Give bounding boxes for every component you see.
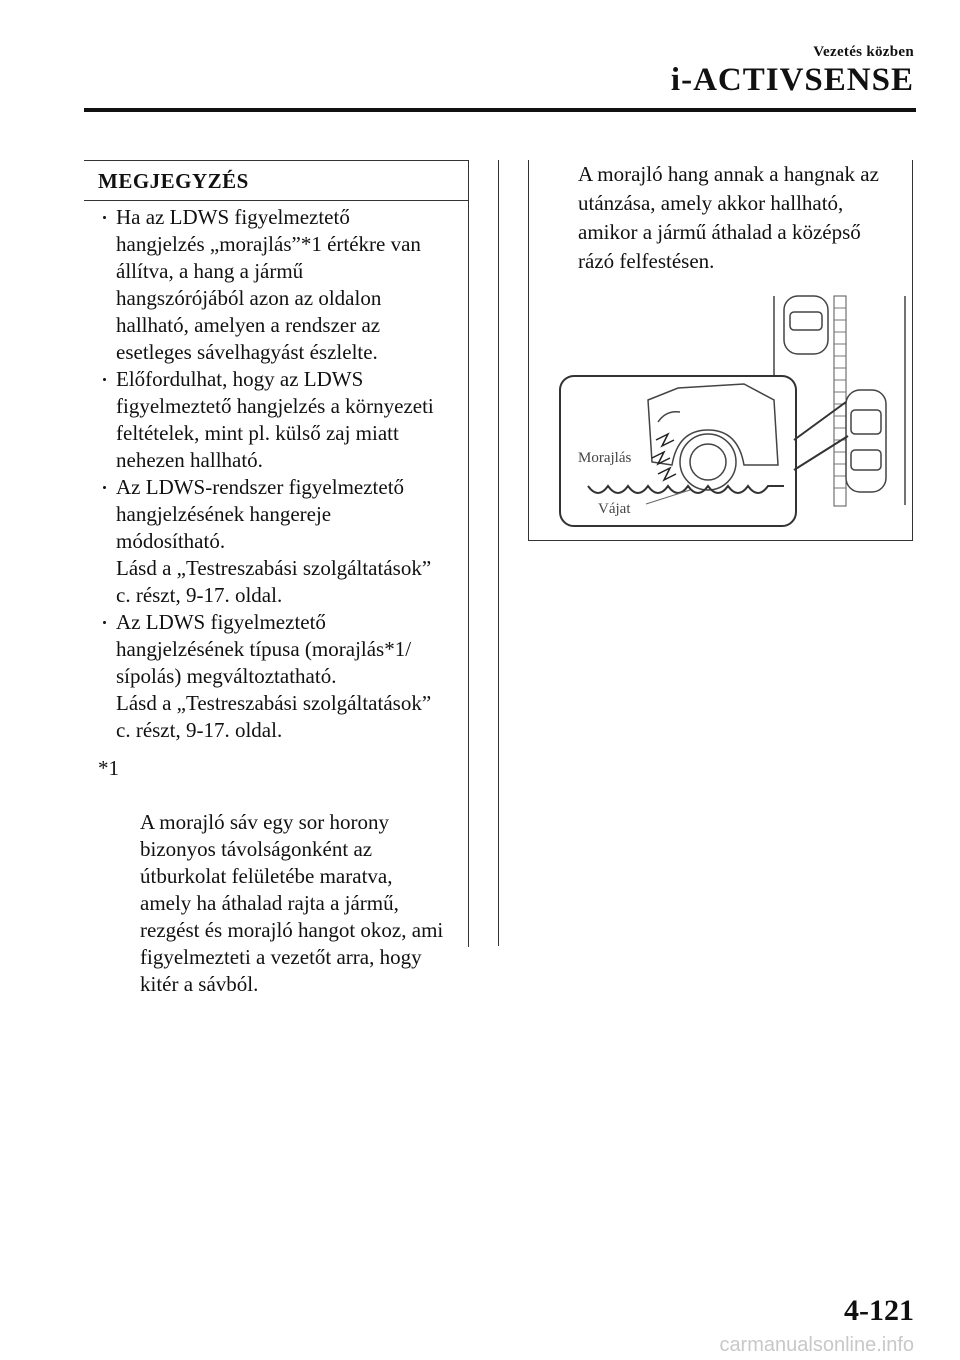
bullet-dot-icon	[103, 378, 106, 381]
note-heading: MEGJEGYZÉS	[84, 161, 468, 201]
bullet-dot-icon	[103, 486, 106, 489]
footnote-text: A morajló sáv egy sor horony bizonyos távolságonként az útburkolat felületébe maratva, amely ha áthalad rajta a jármű, rezgést és morajló hangot okoz, ami figyelmezteti a vezetőt arra, hogy kitér a sávból.	[140, 810, 444, 996]
bullet-dot-icon	[103, 216, 106, 219]
note-bullet-text: Az LDWS figyelmeztető hangjelzésének típusa (morajlás*1/ sípolás) megváltoztatható. Lásd a „Testreszabási szolgáltatások” c. részt, 9-17. oldal.	[116, 610, 432, 742]
column-divider	[498, 160, 499, 946]
car-on-strip-icon	[846, 390, 886, 492]
label-rumble: Morajlás	[578, 450, 632, 466]
car-top-icon	[784, 296, 828, 354]
label-groove: Vájat	[598, 501, 631, 517]
note-bullet	[84, 366, 468, 474]
figure-caption: A morajló hang annak a hangnak az utánzása, amely akkor hallható, amikor a jármű áthalad a középső rázó felfestésen.	[578, 162, 879, 273]
note-box	[84, 160, 469, 996]
header-title: i-ACTIVSENSE	[670, 62, 914, 98]
note-bullet-text: Az LDWS-rendszer figyelmeztető hangjelzésének hangereje módosítható. Lásd a „Testreszabási szolgáltatások” c. részt, 9-17. oldal.	[116, 475, 432, 607]
header-section: Vezetés közben	[813, 44, 914, 60]
note-bullet	[84, 474, 468, 609]
page-number: 4-121	[844, 1294, 914, 1327]
note-bullet-text: Ha az LDWS figyelmeztető hangjelzés „morajlás”*1 értékre van állítva, a hang a jármű hangszórójából azon az oldalon hallható, amelyen a rendszer az esetleges sávelhagyást észlelte.	[116, 205, 421, 364]
note-bullet	[84, 609, 468, 744]
footnote	[84, 755, 468, 998]
watermark: carmanualsonline.info	[719, 1334, 914, 1356]
note-body	[84, 204, 468, 998]
figure-box-left-edge	[528, 160, 529, 541]
rumble-strip-illustration	[548, 290, 908, 530]
footnote-mark: *1	[98, 756, 119, 780]
bullet-dot-icon	[103, 621, 106, 624]
header-rule	[84, 108, 916, 112]
note-bullet-text: Előfordulhat, hogy az LDWS figyelmeztető hangjelzés a környezeti feltételek, mint pl. külső zaj miatt nehezen hallható.	[116, 367, 434, 472]
note-bullet	[84, 204, 468, 366]
